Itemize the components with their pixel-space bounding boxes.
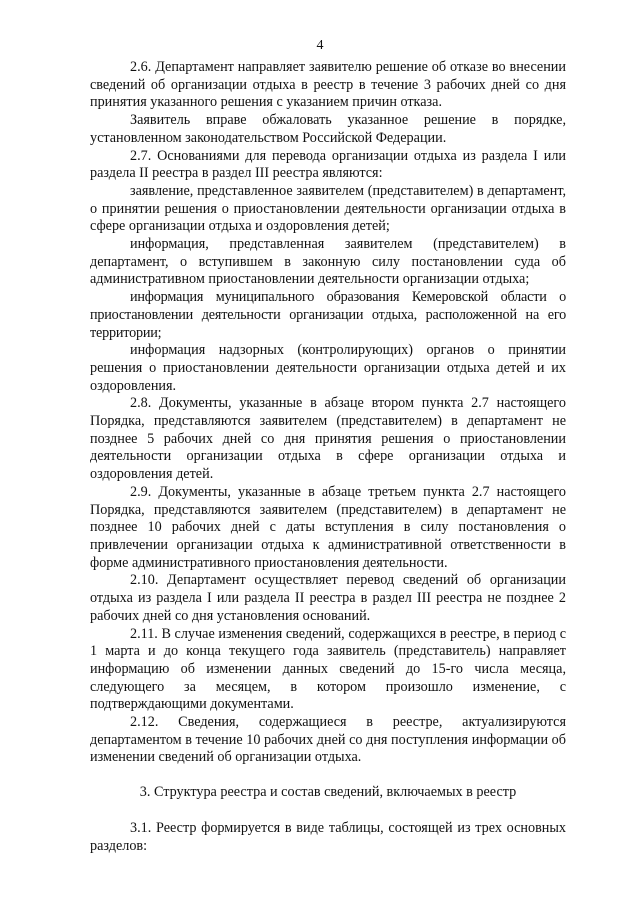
paragraph-appeal-right: Заявитель вправе обжаловать указанное решение в порядке, установленном законодательством Российской Федерации.	[90, 112, 566, 146]
document-body	[90, 59, 566, 855]
paragraph-2-12: 2.12. Сведения, содержащиеся в реестре, актуализируются департаментом в течение 10 рабочих дней со дня поступления информации об изменении сведений об организации отдыха.	[90, 714, 566, 766]
paragraph-3-1: 3.1. Реестр формируется в виде таблицы, состоящей из трех основных разделов:	[90, 819, 566, 854]
paragraph-ground-court-ruling: информация, представленная заявителем (представителем) в департамент, о вступившем в законную силу постановлении суда об административном приостановлении деятельности организации отдыха;	[90, 236, 566, 288]
paragraph-ground-application: заявление, представленное заявителем (представителем) в департамент, о принятии решения о приостановлении деятельности организации отдыха в сфере организации отдыха и оздоровления детей;	[90, 182, 566, 235]
page-number: 4	[316, 38, 324, 53]
paragraph-ground-municipal-info: информация муниципального образования Кемеровской области о приостановлении деятельности организации отдыха, расположенной на его территории;	[90, 289, 566, 341]
paragraph-ground-supervisory-info: информация надзорных (контролирующих) органов о принятии решения о приостановлении деятельности организации отдыха детей и их оздоровления.	[90, 342, 566, 394]
paragraph-2-10: 2.10. Департамент осуществляет перевод сведений об организации отдыха из раздела I или раздела II реестра в раздел III реестра не позднее 2 рабочих дней со дня установления оснований.	[90, 572, 566, 624]
paragraph-2-9: 2.9. Документы, указанные в абзаце третьем пункта 2.7 настоящего Порядка, представляются заявителем (представителем) в департамент не позднее 10 рабочих дней с даты вступления в силу постановления о привлечении организации отдыха к административной ответственности в форме административного приостановления деятельности.	[90, 483, 566, 571]
section-title: 3. Структура реестра и состав сведений, включаемых в реестр	[139, 784, 517, 801]
paragraph-2-7: 2.7. Основаниями для перевода организации отдыха из раздела I или раздела II реестра в раздел III реестра являются:	[90, 147, 566, 182]
paragraph-2-11: 2.11. В случае изменения сведений, содержащихся в реестре, в период с 1 марта и до конца текущего года заявитель (представитель) направляет информацию об изменении данных сведений до 15-го числа месяца, следующего за месяцем, в котором произошло изменение, с подтверждающими документами.	[90, 625, 566, 713]
paragraph-2-6: 2.6. Департамент направляет заявителю решение об отказе во внесении сведений об организации отдыха в реестр в течение 3 рабочих дней со дня принятия указанного решения с указанием причин отказа.	[90, 59, 566, 111]
paragraph-2-8: 2.8. Документы, указанные в абзаце втором пункта 2.7 настоящего Порядка, представляются заявителем (представителем) в департамент не позднее 5 рабочих дней со дня принятия решения о приостановлении деятельности организации отдыха в сфере организации отдыха и оздоровления детей.	[90, 395, 566, 483]
